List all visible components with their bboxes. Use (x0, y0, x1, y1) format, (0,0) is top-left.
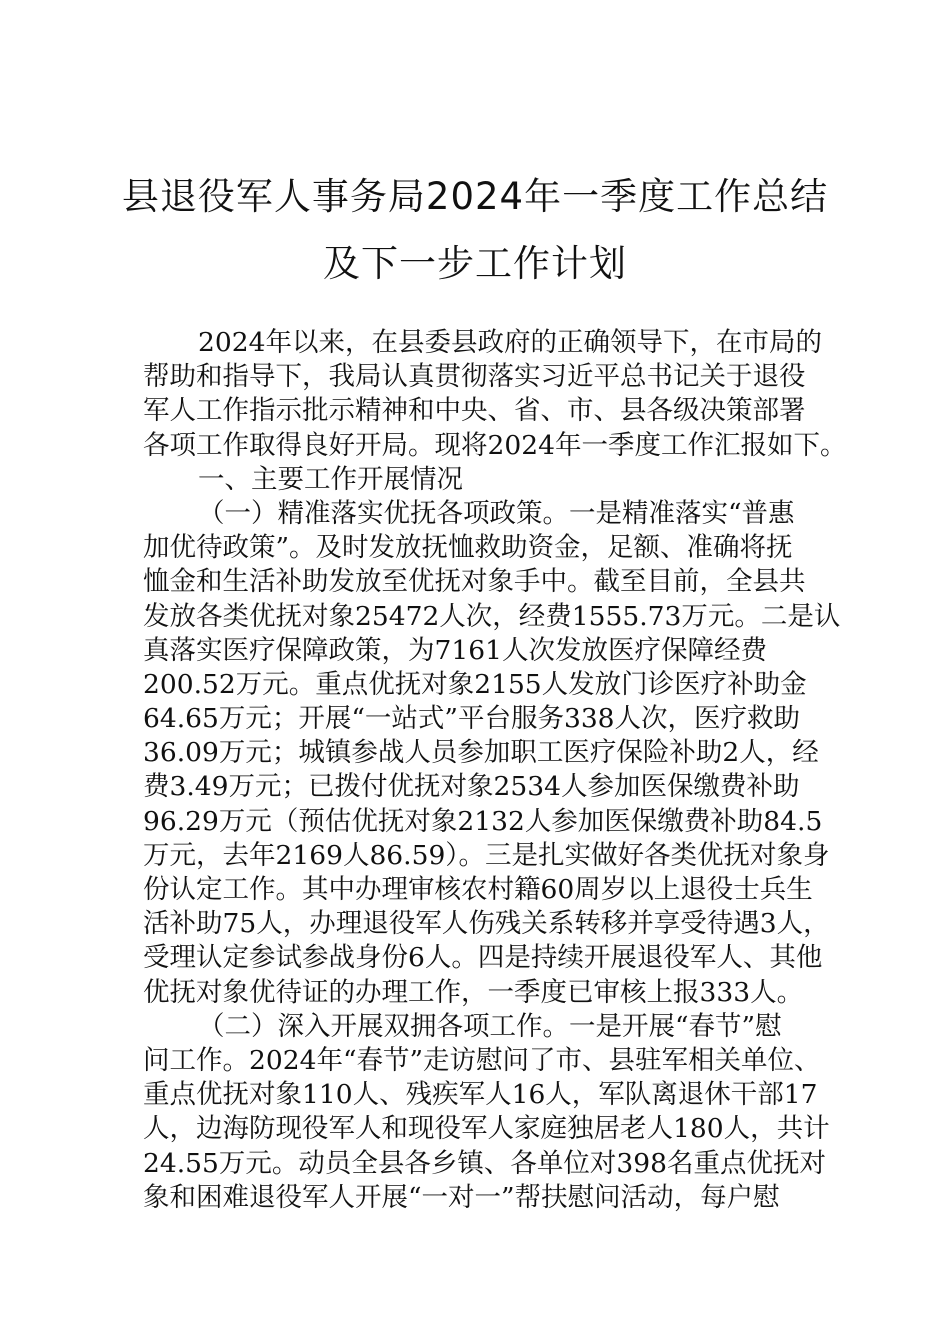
body-line: 真落实医疗保障政策，为7161人次发放医疗保障经费 (143, 634, 767, 666)
body-line: 人，边海防现役军人和现役军人家庭独居老人180人，共计 (143, 1113, 830, 1145)
body-line: 36.09万元；城镇参战人员参加职工医疗保险补助2人，经 (143, 737, 819, 769)
body-line: 加优待政策”。及时发放抚恤救助资金，足额、准确将抚 (143, 532, 793, 564)
body-line: 64.65万元；开展“一站式”平台服务338人次，医疗救助 (143, 703, 801, 735)
body-line: 发放各类优抚对象25472人次，经费1555.73万元。二是认 (143, 600, 841, 632)
body-line: 优抚对象优待证的办理工作，一季度已审核上报333人。 (143, 976, 804, 1008)
body-line: 帮助和指导下，我局认真贯彻落实习近平总书记关于退役 (143, 361, 806, 393)
body-line: 费3.49万元；已拨付优抚对象2534人参加医保缴费补助 (143, 771, 800, 803)
body-line: 恤金和生活补助发放至优抚对象手中。截至目前，全县共 (143, 566, 806, 598)
body-line: （一）精准落实优抚各项政策。一是精准落实“普惠 (198, 497, 795, 529)
body-line: 份认定工作。其中办理审核农村籍60周岁以上退役士兵生 (143, 874, 813, 905)
body-line: 200.52万元。重点优抚对象2155人发放门诊医疗补助金 (143, 668, 807, 700)
document-title-line-1: 县退役军人事务局2024年一季度工作总结 (121, 175, 829, 218)
body-line: 24.55万元。动员全县各乡镇、各单位对398名重点优抚对 (143, 1147, 826, 1179)
document-body (143, 326, 847, 1215)
body-line: 问工作。2024年“春节”走访慰问了市、县驻军相关单位、 (143, 1044, 821, 1076)
section-heading: 一、主要工作开展情况 (198, 463, 463, 495)
document-title-line-2: 及下一步工作计划 (323, 242, 627, 285)
body-line: 活补助75人，办理退役军人伤残关系转移并享受待遇3人， (143, 908, 830, 940)
body-line: 万元，去年2169人86.59）。三是扎实做好各类优抚对象身 (143, 839, 830, 871)
body-line: 各项工作取得良好开局。现将2024年一季度工作汇报如下。 (143, 429, 847, 461)
body-line: 受理认定参试参战身份6人。四是持续开展退役军人、其他 (143, 942, 823, 974)
body-line: 军人工作指示批示精神和中央、省、市、县各级决策部署 (143, 395, 806, 427)
body-line: 96.29万元（预估优抚对象2132人参加医保缴费补助84.5 (143, 805, 823, 837)
body-line: 象和困难退役军人开展“一对一”帮扶慰问活动，每户慰 (143, 1181, 780, 1213)
body-line: 2024年以来，在县委县政府的正确领导下，在市局的 (198, 327, 822, 358)
body-line: 重点优抚对象110人、残疾军人16人，军队离退休干部17 (143, 1079, 818, 1111)
body-line: （二）深入开展双拥各项工作。一是开展“春节”慰 (198, 1010, 782, 1042)
